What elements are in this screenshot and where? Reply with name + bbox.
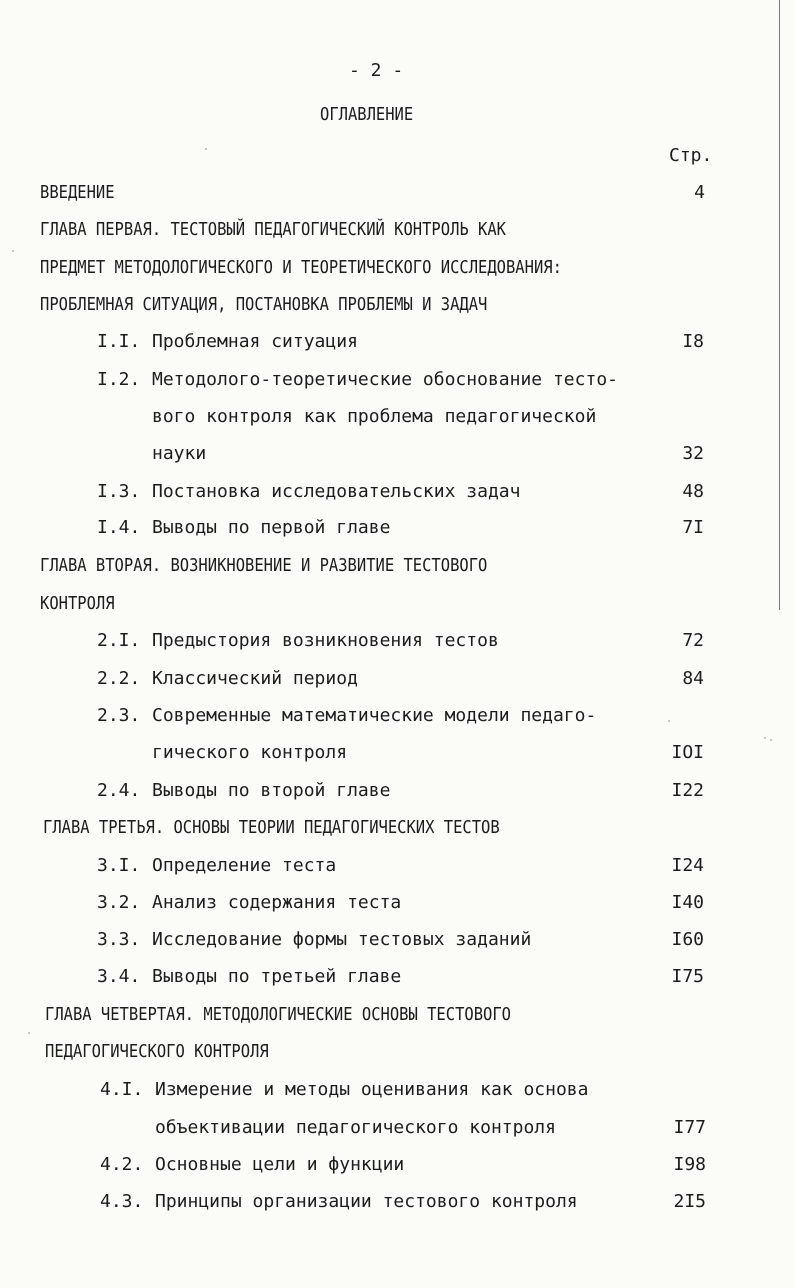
section-number: 4.3. — [100, 1191, 144, 1212]
chapter-title-line: ПРЕДМЕТ МЕТОДОЛОГИЧЕСКОГО И ТЕОРЕТИЧЕСКОГО ИССЛЕДОВАНИЯ: — [40, 257, 562, 278]
intro-page: 4 — [694, 182, 705, 203]
section-number: 3.I. — [97, 855, 141, 876]
section-title-cont: науки — [152, 443, 207, 464]
section-number: 4.2. — [100, 1154, 144, 1175]
section-page: I22 — [671, 780, 704, 801]
section-title-cont: гического контроля — [152, 742, 348, 763]
section-number: 2.4. — [97, 780, 141, 801]
scan-speck — [770, 739, 772, 741]
section-number: 3.2. — [97, 892, 141, 913]
section-title: Выводы по второй главе — [152, 780, 391, 801]
section-number: 3.4. — [97, 966, 141, 987]
scan-speck — [668, 720, 670, 722]
section-page: I77 — [673, 1117, 706, 1138]
section-title: Методолого-теоретические обоснование тесто- — [152, 369, 618, 390]
chapter-title-line: ГЛАВА ВТОРАЯ. ВОЗНИКНОВЕНИЕ И РАЗВИТИЕ ТЕСТОВОГО — [40, 555, 488, 576]
chapter-title-line: КОНТРОЛЯ — [40, 593, 115, 614]
section-page: 72 — [682, 630, 704, 651]
chapter-title-line: ГЛАВА ТРЕТЬЯ. ОСНОВЫ ТЕОРИИ ПЕДАГОГИЧЕСКИХ ТЕСТОВ — [43, 817, 500, 838]
scan-speck — [205, 148, 207, 150]
section-number: 2.3. — [97, 705, 141, 726]
scan-speck — [28, 1032, 30, 1034]
intro-label: ВВЕДЕНИЕ — [40, 182, 115, 203]
section-title-cont: объективации педагогического контроля — [155, 1117, 556, 1138]
scan-speck — [12, 250, 14, 252]
section-title-cont: вого контроля как проблема педагогической — [152, 406, 597, 427]
section-page: I75 — [671, 966, 704, 987]
section-page: I98 — [673, 1154, 706, 1175]
section-title: Исследование формы тестовых заданий — [152, 929, 532, 950]
section-title: Классический период — [152, 668, 358, 689]
section-page: 48 — [682, 481, 704, 502]
section-number: 2.I. — [97, 630, 141, 651]
section-number: 4.I. — [100, 1079, 144, 1100]
section-number: I.I. — [97, 331, 141, 352]
section-title: Выводы по первой главе — [152, 517, 391, 538]
section-title: Постановка исследовательских задач — [152, 481, 521, 502]
section-number: I.4. — [97, 517, 141, 538]
scan-speck — [764, 737, 766, 739]
chapter-title-line: ГЛАВА ЧЕТВЕРТАЯ. МЕТОДОЛОГИЧЕСКИЕ ОСНОВЫ ТЕСТОВОГО — [45, 1004, 511, 1025]
section-page: 84 — [682, 668, 704, 689]
page-edge-line — [779, 0, 780, 610]
section-page: 32 — [682, 443, 704, 464]
page-number: - 2 - — [349, 60, 404, 81]
section-page: 2I5 — [673, 1191, 706, 1212]
section-title: Принципы организации тестового контроля — [155, 1191, 578, 1212]
section-page: 7I — [682, 517, 704, 538]
section-title: Определение теста — [152, 855, 337, 876]
section-page: I24 — [671, 855, 704, 876]
section-page: IOI — [671, 742, 704, 763]
section-title: Основные цели и функции — [155, 1154, 405, 1175]
section-page: I60 — [671, 929, 704, 950]
section-number: I.3. — [97, 481, 141, 502]
section-number: 3.3. — [97, 929, 141, 950]
section-page: I8 — [682, 331, 704, 352]
page-column-label: Стр. — [669, 145, 713, 166]
section-number: I.2. — [97, 369, 141, 390]
section-title: Проблемная ситуация — [152, 331, 358, 352]
chapter-title-line: ПЕДАГОГИЧЕСКОГО КОНТРОЛЯ — [45, 1041, 269, 1062]
section-title: Предыстория возникновения тестов — [152, 630, 499, 651]
section-title: Анализ содержания теста — [152, 892, 402, 913]
section-page: I40 — [671, 892, 704, 913]
chapter-title-line: ГЛАВА ПЕРВАЯ. ТЕСТОВЫЙ ПЕДАГОГИЧЕСКИЙ КОНТРОЛЬ КАК — [40, 219, 506, 240]
section-title: Выводы по третьей главе — [152, 966, 402, 987]
section-title: Современные математические модели педаго- — [152, 705, 597, 726]
section-number: 2.2. — [97, 668, 141, 689]
section-title: Измерение и методы оценивания как основа — [155, 1079, 589, 1100]
page-title: ОГЛАВЛЕНИЕ — [320, 104, 414, 125]
chapter-title-line: ПРОБЛЕМНАЯ СИТУАЦИЯ, ПОСТАНОВКА ПРОБЛЕМЫ И ЗАДАЧ — [40, 294, 488, 315]
